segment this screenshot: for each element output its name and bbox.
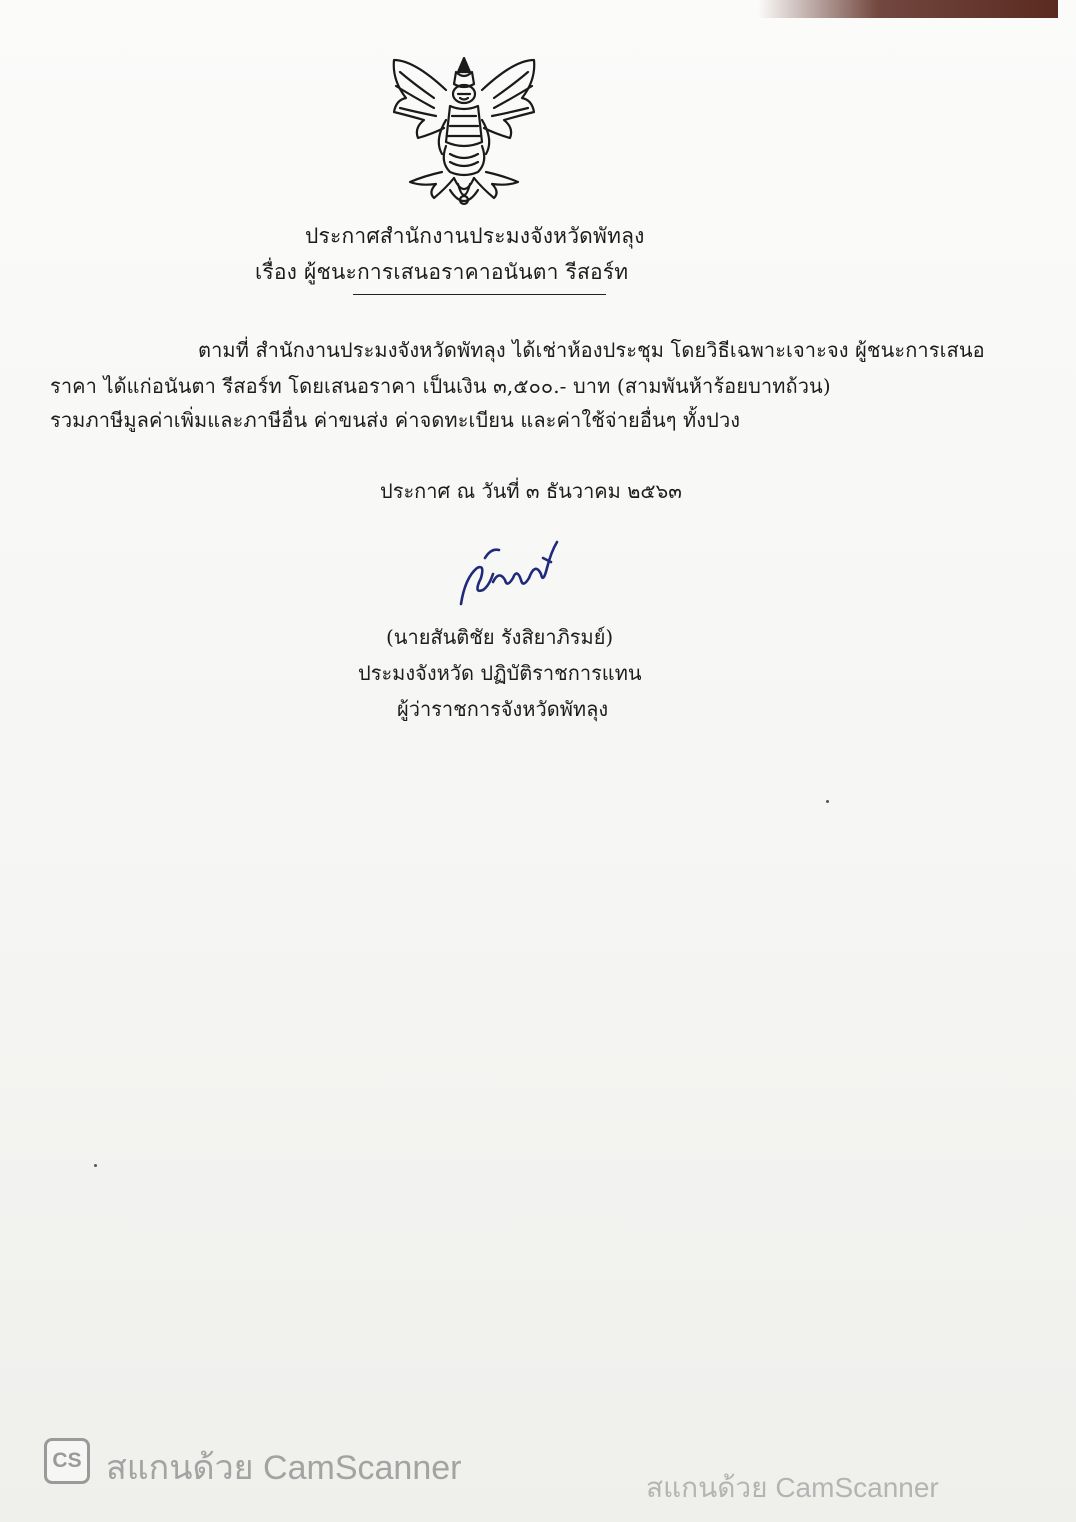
- title-underline: [353, 294, 606, 295]
- body-paragraph-line: ตามที่ สำนักงานประมงจังหวัดพัทลุง ได้เช่าห้องประชุม โดยวิธีเฉพาะเจาะจง ผู้ชนะการเสนอ: [198, 338, 985, 362]
- scanner-watermark-secondary: สแกนด้วย CamScanner: [646, 1472, 939, 1503]
- garuda-emblem-icon: [384, 50, 544, 215]
- signatory-position: ประมงจังหวัด ปฏิบัติราชการแทน: [358, 661, 642, 685]
- announcement-date: ประกาศ ณ วันที่ ๓ ธันวาคม ๒๕๖๓: [380, 479, 682, 503]
- body-paragraph-line: ราคา ได้แก่อนันตา รีสอร์ท โดยเสนอราคา เป็นเงิน ๓,๕๐๐.- บาท (สามพันห้าร้อยบาทถ้วน): [50, 374, 831, 398]
- announcement-title: ประกาศสำนักงานประมงจังหวัดพัทลุง: [305, 224, 645, 248]
- scanner-watermark: สแกนด้วย CamScanner: [106, 1449, 462, 1487]
- page-corner-shadow: [758, 0, 1058, 18]
- paper-speck: [826, 800, 829, 803]
- handwritten-signature: [455, 538, 565, 610]
- signatory-position-2: ผู้ว่าราชการจังหวัดพัทลุง: [397, 697, 609, 721]
- body-paragraph-line: รวมภาษีมูลค่าเพิ่มและภาษีอื่น ค่าขนส่ง ค่าจดทะเบียน และค่าใช้จ่ายอื่นๆ ทั้งปวง: [50, 408, 741, 432]
- paper-speck: [94, 1164, 97, 1167]
- announcement-subject: เรื่อง ผู้ชนะการเสนอราคาอนันตา รีสอร์ท: [255, 260, 629, 284]
- signatory-name: (นายสันติชัย รังสิยาภิรมย์): [386, 625, 614, 649]
- camscanner-logo-icon: CS: [44, 1438, 90, 1484]
